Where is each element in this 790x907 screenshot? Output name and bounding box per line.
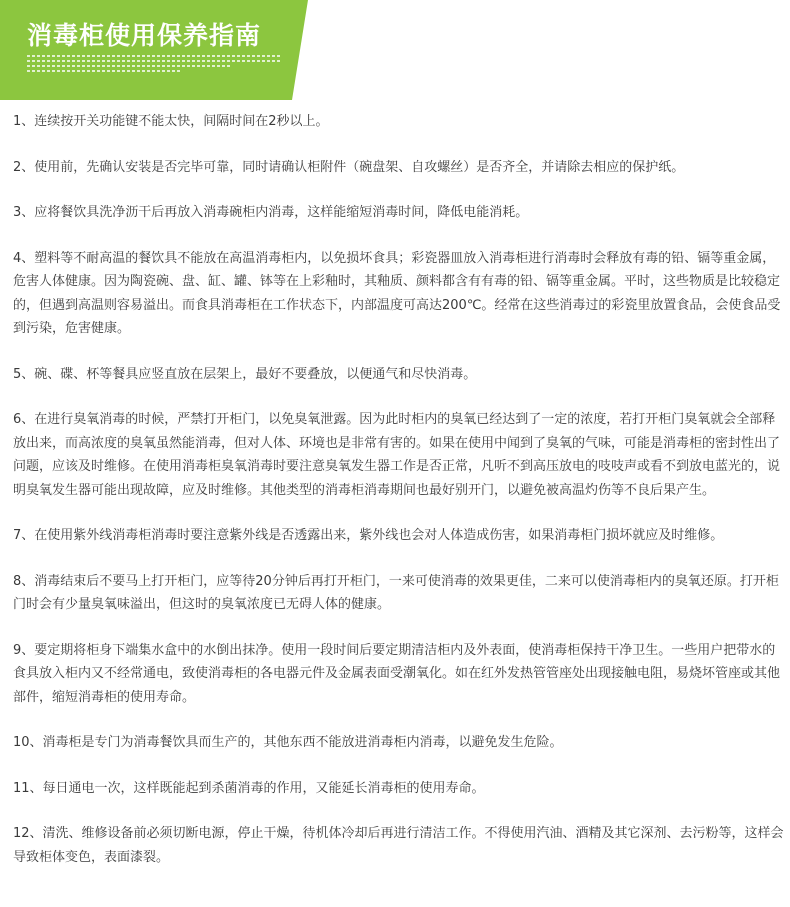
guide-item-3: 3、应将餐饮具洗净沥干后再放入消毒碗柜内消毒，这样能缩短消毒时间，降低电能消耗。 [13, 205, 529, 220]
guide-item-7: 7、在使用紫外线消毒柜消毒时要注意紫外线是否透露出来，紫外线也会对人体造成伤害，如果消毒柜门损坏就应及时维修。 [13, 528, 724, 543]
guide-item-4: 4、塑料等不耐高温的餐饮具不能放在高温消毒柜内，以免损坏食具；彩瓷器皿放入消毒柜进行消毒时会释放有毒的铅、镉等重金属，危害人体健康。因为陶瓷碗、盘、缸、罐、钵等在上彩釉时，其釉质、颜料都含有有毒的铅、镉等重金属。平时，这些物质是比较稳定的，但遇到高温则容易溢出。而食具消毒柜在工作状态下，内部温度可高达200℃。经常在这些消毒过的彩瓷里放置食品，会使食品受到污染，危害健康。 [13, 250, 781, 336]
guide-item-5: 5、碗、碟、杯等餐具应竖直放在层架上，最好不要叠放，以便通气和尽快消毒。 [13, 366, 477, 382]
guide-item-10: 10、消毒柜是专门为消毒餐饮具而生产的，其他东西不能放进消毒柜内消毒，以避免发生危险。 [13, 735, 563, 750]
guide-item-9: 9、要定期将柜身下端集水盒中的水倒出抹净。使用一段时间后要定期清洁柜内及外表面，使消毒柜保持干净卫生。一些用户把带水的食具放入柜内又不经常通电，致使消毒柜的各电器元件及金属表面受潮氧化。如在红外发热管管座处出现接触电阻，易烧坏管座或其他部件，缩短消毒柜的使用寿命。 [13, 642, 781, 705]
banner-decoration [27, 55, 282, 75]
guide-list [13, 110, 785, 891]
header-banner [0, 0, 308, 100]
page-title: 消毒柜使用保养指南 [27, 21, 262, 50]
guide-item-12: 12、清洗、维修设备前必须切断电源，停止干燥，待机体冷却后再进行清洁工作。不得使用汽油、酒精及其它深剂、去污粉等，这样会导致柜体变色，表面漆裂。 [13, 826, 784, 865]
guide-item-11: 11、每日通电一次，这样既能起到杀菌消毒的作用，又能延长消毒柜的使用寿命。 [13, 780, 485, 796]
guide-item-6: 6、在进行臭氧消毒的时候，严禁打开柜门，以免臭氧泄露。因为此时柜内的臭氧已经达到了一定的浓度，若打开柜门臭氧就会全部释放出来，而高浓度的臭氧虽然能消毒，但对人体、环境也是非常有害的。如果在使用中闻到了臭氧的气味，可能是消毒柜的密封性出了问题，应该及时维修。在使用消毒柜臭氧消毒时要注意臭氧发生器工作是否正常，凡听不到高压放电的吱吱声或看不到放电蓝光的，说明臭氧发生器可能出现故障，应及时维修。其他类型的消毒柜消毒期间也最好别开门，以避免被高温灼伤等不良后果产生。 [13, 412, 781, 498]
guide-item-1: 1、连续按开关功能键不能太快，间隔时间在2秒以上。 [13, 114, 329, 129]
guide-item-8: 8、消毒结束后不要马上打开柜门，应等待20分钟后再打开柜门，一来可使消毒的效果更佳，二来可以使消毒柜内的臭氧还原。打开柜门时会有少量臭氧味溢出，但这时的臭氧浓度已无碍人体的健康。 [13, 573, 779, 612]
guide-item-2: 2、使用前，先确认安装是否完毕可靠，同时请确认柜附件（碗盘架、自攻螺丝）是否齐全，并请除去相应的保护纸。 [13, 159, 685, 175]
